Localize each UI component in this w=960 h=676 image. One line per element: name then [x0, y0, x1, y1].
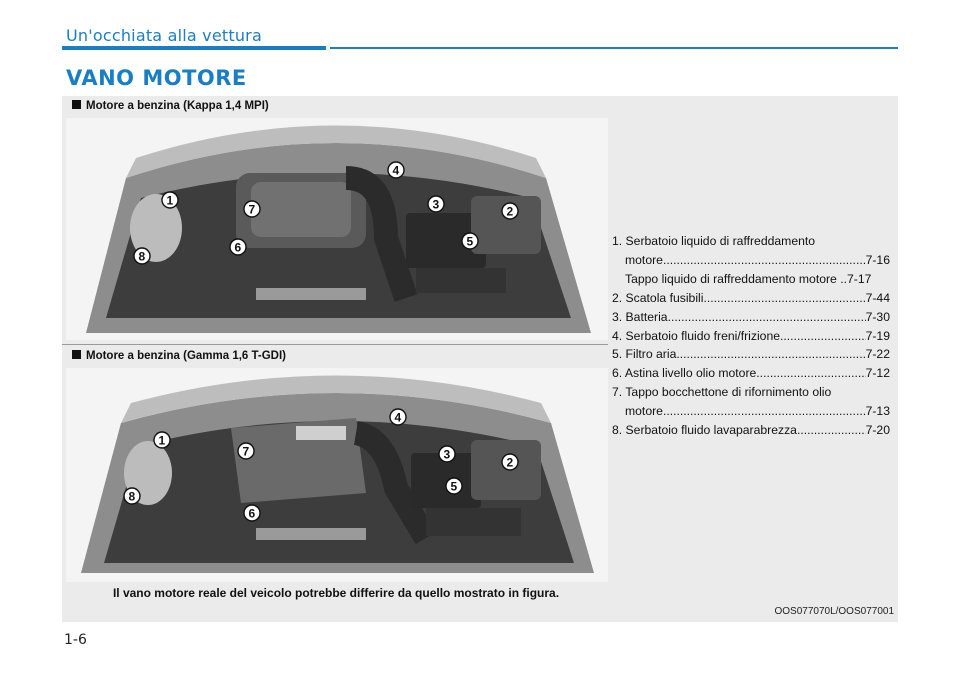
svg-text:7: 7	[242, 444, 250, 459]
callout-2	[502, 454, 518, 470]
svg-text:3: 3	[443, 447, 451, 462]
page-number: 1-6	[64, 632, 87, 648]
callout-3	[428, 196, 444, 212]
engine-photo-gamma	[66, 368, 608, 582]
page-heading: VANO MOTORE	[66, 66, 247, 90]
square-bullet-icon	[72, 100, 81, 109]
svg-text:8: 8	[138, 249, 146, 264]
legend-item-5: 5. Filtro aria ..... 7-22	[612, 345, 890, 364]
legend-label: Tappo liquido di raffreddamento motore ..	[625, 271, 847, 286]
svg-text:2: 2	[506, 455, 514, 470]
svg-text:4: 4	[392, 163, 400, 178]
header-rule-thin	[330, 47, 898, 49]
svg-text:7: 7	[248, 202, 256, 217]
legend-page: 7-17	[847, 271, 872, 286]
legend-label: 1. Serbatoio liquido di raffreddamento	[612, 234, 816, 248]
image-code: OOS077070L/OOS077001	[774, 606, 894, 617]
callout-6	[230, 239, 246, 255]
figure-label-text: Motore a benzina (Gamma 1,6 T-GDI)	[86, 350, 287, 362]
figure-label-text: Motore a benzina (Kappa 1,4 MPI)	[86, 100, 269, 112]
header-rule-thick	[62, 46, 326, 50]
legend-item-2: 2. Scatola fusibili ..... 7-44	[612, 289, 890, 308]
component-legend	[612, 232, 890, 440]
callout-6	[244, 505, 260, 521]
svg-text:4: 4	[394, 410, 402, 425]
callout-3	[439, 446, 455, 462]
callout-7	[244, 201, 260, 217]
legend-page: 7-16	[865, 252, 890, 267]
callout-4	[390, 409, 406, 425]
svg-text:6: 6	[248, 506, 256, 521]
callout-2	[502, 203, 518, 219]
legend-item-4: 4. Serbatoio fluido freni/frizione ..... 7-19	[612, 327, 890, 346]
svg-text:2: 2	[506, 204, 514, 219]
figure-label-kappa	[72, 100, 269, 112]
callout-5	[446, 478, 462, 494]
svg-text:6: 6	[234, 240, 242, 255]
svg-text:8: 8	[128, 489, 136, 504]
svg-text:5: 5	[466, 234, 474, 249]
legend-item-1	[612, 232, 890, 289]
legend-label: motore	[625, 252, 663, 267]
svg-text:5: 5	[450, 479, 458, 494]
legend-item-3: 3. Batteria ..... 7-30	[612, 308, 890, 327]
svg-text:1: 1	[166, 193, 174, 208]
legend-item-6: 6. Astina livello olio motore ..... 7-12	[612, 364, 890, 383]
legend-item-8: 8. Serbatoio fluido lavaparabrezza ..... 7-20	[612, 421, 890, 440]
square-bullet-icon	[72, 350, 81, 359]
callout-4	[388, 162, 404, 178]
figure-label-gamma	[72, 350, 286, 362]
callout-7	[238, 443, 254, 459]
callout-8	[134, 248, 150, 264]
disclaimer-note: Il vano motore reale del veicolo potrebbe differire da quello mostrato in figura.	[112, 586, 560, 600]
figure-divider	[62, 344, 608, 345]
engine-photo-kappa	[66, 118, 608, 340]
section-title: Un'occhiata alla vettura	[66, 26, 262, 45]
callout-5	[462, 233, 478, 249]
svg-text:1: 1	[158, 433, 166, 448]
callout-1	[162, 192, 178, 208]
legend-item-7: 7. Tappo bocchettone di rifornimento olio motore ..... 7-13	[612, 383, 890, 421]
callout-1	[154, 432, 170, 448]
callout-8	[124, 488, 140, 504]
svg-text:3: 3	[432, 197, 440, 212]
